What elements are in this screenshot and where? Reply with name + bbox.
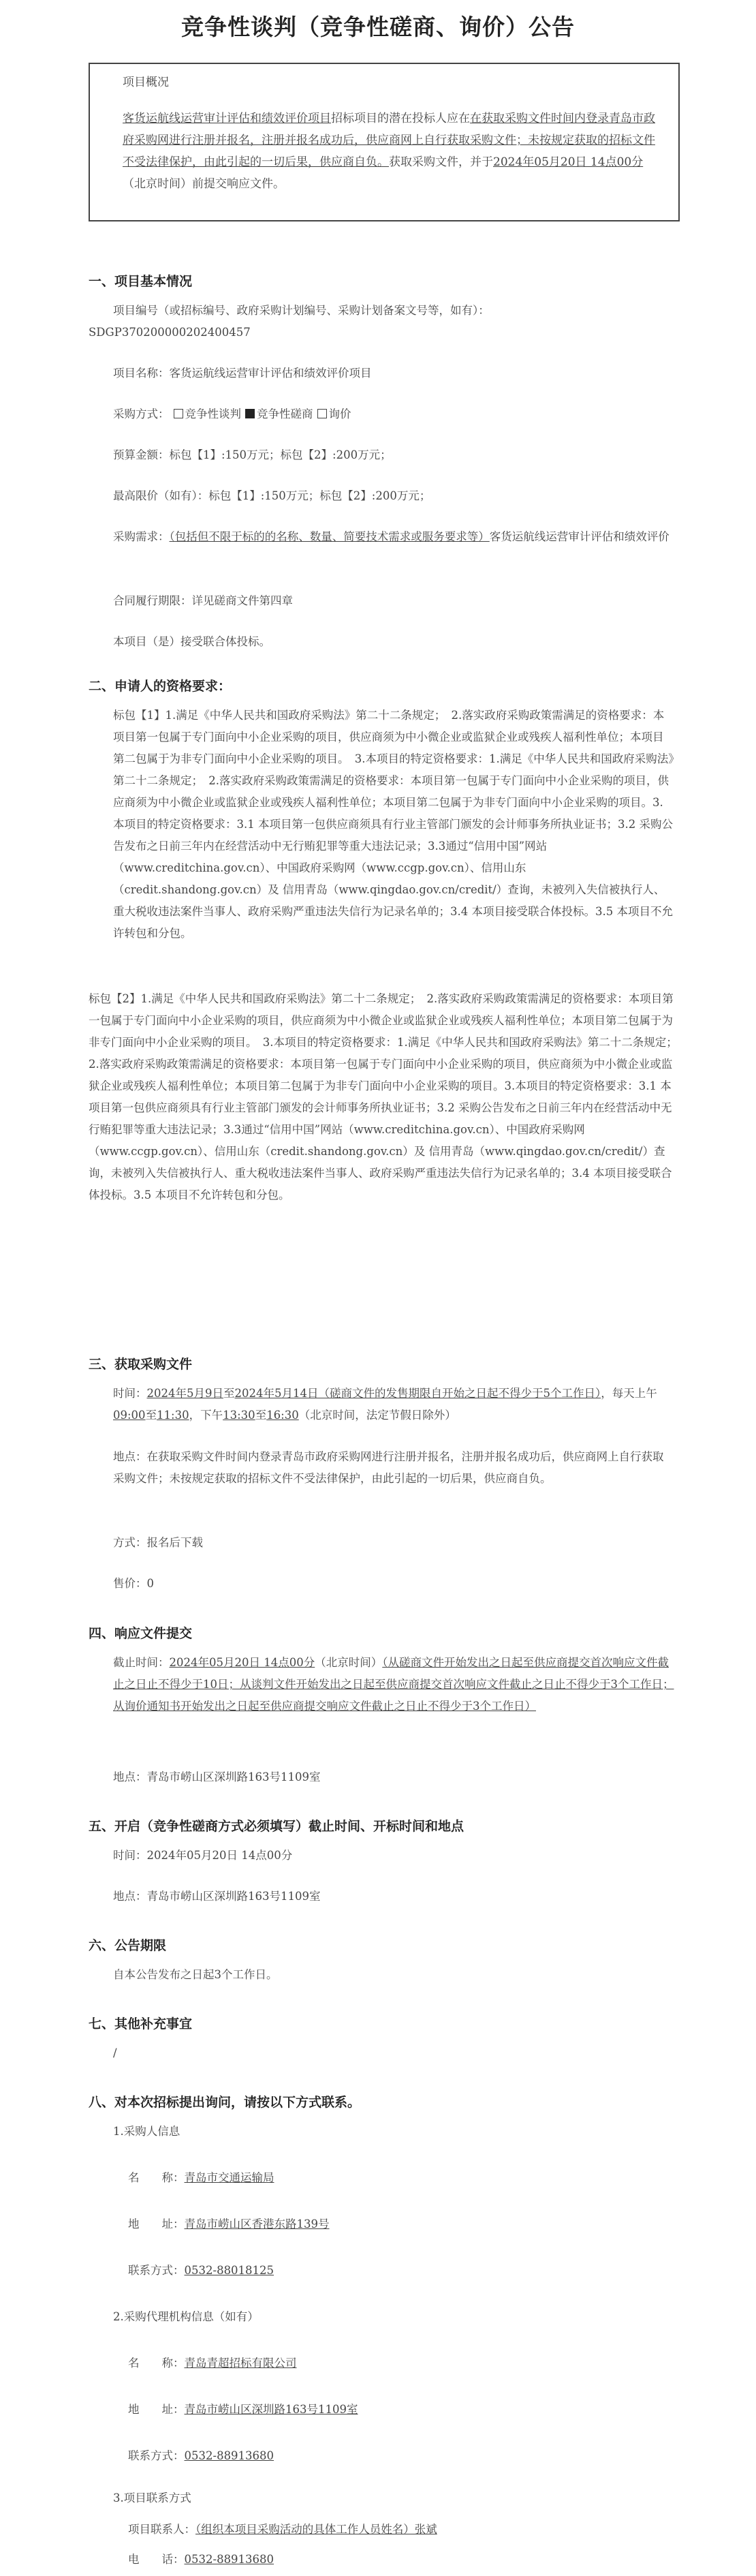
project-name: 项目名称：客货运航线运营审计评估和绩效评价项目 [113,367,372,380]
project-contact-phone-label: 电 话： [128,2553,185,2566]
section-heading-opening: 五、开启（竞争性磋商方式必须填写）截止时间、开标时间和地点 [89,1819,464,1834]
morning-start: 09:00 [113,1409,146,1422]
agency-address-value[interactable]: 青岛市崂山区深圳路163号1109室 [184,2403,358,2416]
procurement-requirement [113,526,674,548]
requirement-link[interactable]: （包括但不限于标的的名称、数量、简要技术需求或服务要求等） [169,530,490,543]
obtain-time-part: 至 [255,1409,267,1422]
agency-contact-value[interactable]: 0532-88913680 [184,2449,274,2462]
submission-deadline [113,1652,674,1717]
opening-place: 地点：青岛市崂山区深圳路163号1109室 [113,1890,321,1903]
purchaser-contact-value[interactable]: 0532-88018125 [184,2264,274,2277]
overview-text-part: 获取采购文件，并于 [389,155,493,169]
submission-place: 地点：青岛市崂山区深圳路163号1109室 [113,1770,321,1783]
project-contact-person-label: 项目联系人： [128,2523,195,2536]
agency-name-value[interactable]: 青岛青超招标有限公司 [184,2357,297,2370]
overview-project-name: 客货运航线运营审计评估和绩效评价项目 [123,112,331,125]
purchaser-name-label: 名 称： [128,2171,185,2184]
project-contact-phone [128,2549,674,2571]
obtain-time-part: 至 [223,1387,235,1400]
project-number-value: SDGP370200000202400457 [89,326,251,339]
overview-deadline: 2024年05月20日 14点00分 [493,155,644,169]
overview-text-part: （北京时间）前提交响应文件。 [123,177,285,191]
agency-contact-label: 联系方式： [128,2449,185,2462]
obtain-way: 方式：报名后下载 [113,1536,203,1549]
procurement-method-label: 采购方式： [113,408,170,420]
purchaser-info-title: 1.采购人信息 [113,2125,180,2138]
project-contact-person-value[interactable]: （组织本项目采购活动的具体工作人员姓名）张斌 [195,2523,437,2536]
project-contact-phone-value[interactable]: 0532-88913680 [184,2553,274,2566]
announcement-period: 自本公告发布之日起3个工作日。 [113,1968,278,1981]
overview-obtain-instructions: 在获取采购文件时间内登录青岛市政府采购网进行注册并报名，注册并报名成功后，供应商网上自行获取采购文件；未按规定获取的招标文件不受法律保护，由此引起的一切后果，供应商自负。 [123,112,655,169]
morning-end: 11:30 [157,1409,189,1422]
project-contact-title: 3.项目联系方式 [113,2491,191,2504]
obtain-place: 地点：在获取采购文件时间内登录青岛市政府采购网进行注册并报名，注册并报名成功后，供应商网上自行获取采购文件；未按规定获取的招标文件不受法律保护，由此引起的一切后果，供应商自负。 [113,1450,664,1485]
obtain-time-part: 至 [145,1409,157,1422]
section-heading-other: 七、其他补充事宜 [89,2017,193,2031]
requirement-value: 客货运航线运营审计评估和绩效评价 [489,530,670,543]
obtain-time [113,1383,674,1426]
joint-bidding: 本项目（是）接受联合体投标。 [113,635,270,648]
method-option-inquiry: 询价 [328,408,351,420]
procurement-method [113,403,674,425]
agency-name-label: 名 称： [128,2357,185,2370]
requirement-label: 采购需求： [113,530,170,543]
deadline-value: 2024年05月20日 14点00分 [169,1656,315,1669]
deadline-label: 截止时间： [113,1656,170,1669]
section-heading-obtain-docs: 三、获取采购文件 [89,1357,193,1372]
purchaser-address [128,2213,674,2235]
opening-time: 时间：2024年05月20日 14点00分 [113,1849,293,1862]
obtain-time-label: 时间： [113,1387,147,1400]
afternoon-start: 13:30 [223,1409,255,1422]
checkbox-icon [317,409,327,418]
purchaser-address-value[interactable]: 青岛市崂山区香港东路139号 [184,2218,330,2230]
deadline-note: （从磋商文件开始发出之日起至供应商提交首次响应文件截止之日止不得少于10日；从谈判文件开始发出之日起至供应商提交首次响应文件截止之日止不得少于3个工作日；从询价通知书开始发出之日起至供应商提交响应文件截止之日止不得少于3个工作日） [113,1656,674,1713]
overview-text [123,108,661,195]
section-heading-period: 六、公告期限 [89,1938,167,1953]
purchaser-contact [128,2260,674,2282]
agency-address-label: 地 址： [128,2403,185,2416]
purchaser-contact-label: 联系方式： [128,2264,185,2277]
agency-contact [128,2445,674,2467]
qualification-package-2: 标包【2】1.满足《中华人民共和国政府采购法》第二十二条规定； 2.落实政府采购政策需满足的资格要求：本项目第一包属于专门面向中小企业采购的项目，供应商须为中小微企业或监狱企业或残疾人福利性单位；本项目第二包属于为非专门面向中小企业采购的项目。 3.本项目的特定资格要求：1.满足《中华人民共和国政府采购法》第二十二条规定； 2.落实政府采购政策需满足的资格要求：本项目第一包属于专门面向中小企业采购的项目，供应商须为中小微企业或监狱企业或残疾人福利性单位；本项目第二包属于为非专门面向中小企业采购的项目。3.本项目的特定资格要求：3.1 本项目第一包供应商须具有行业主管部门颁发的会计师事务所执业证书；3.2 采购公告发布之日前三年内在经营活动中无行贿犯罪等重大违法记录；3.3通过“信用中国”网站（www.creditchina.gov.cn）、中国政府采购网（www.ccgp.gov.cn）、信用山东（credit.shandong.gov.cn）及 信用青岛（www.qingdao.gov.cn/credit/）查询，未被列入失信被执行人、重大税收违法案件当事人、政府采购严重违法失信行为记录名单的；3.4 本项目接受联合体投标。3.5 本项目不允许转包和分包。 [89,992,683,1201]
document-price: 售价：0 [113,1577,154,1590]
purchaser-name-value[interactable]: 青岛市交通运输局 [184,2171,274,2184]
section-heading-contact: 八、对本次招标提出询问，请按以下方式联系。 [89,2095,361,2110]
project-contact-person [128,2519,674,2541]
overview-text-part: 招标项目的潜在投标人应在 [331,112,470,125]
obtain-time-note: （磋商文件的发售期限自开始之日起不得少于5个工作日） [318,1387,601,1400]
obtain-time-part: ，每天上午 [601,1387,657,1400]
checkbox-checked-icon [245,409,255,418]
section-heading-basic-info: 一、项目基本情况 [89,274,193,289]
obtain-time-tail: （北京时间，法定节假日除外） [298,1409,456,1422]
agency-info-title: 2.采购代理机构信息（如有） [113,2310,259,2323]
qualification-package-1: 标包【1】1.满足《中华人民共和国政府采购法》第二十二条规定； 2.落实政府采购政策需满足的资格要求：本项目第一包属于专门面向中小企业采购的项目，供应商须为中小微企业或监狱企业或残疾人福利性单位；本项目第二包属于为非专门面向中小企业采购的项目。 3.本项目的特定资格要求：1.满足《中华人民共和国政府采购法》第二十二条规定； 2.落实政府采购政策需满足的资格要求：本项目第一包属于专门面向中小企业采购的项目，供应商须为中小微企业或监狱企业或残疾人福利性单位；本项目第二包属于为非专门面向中小企业采购的项目。3.本项目的特定资格要求：3.1 本项目第一包供应商须具有行业主管部门颁发的会计师事务所执业证书；3.2 采购公告发布之日前三年内在经营活动中无行贿犯罪等重大违法记录；3.3通过“信用中国”网站（www.creditchina.gov.cn）、中国政府采购网（www.ccgp.gov.cn）、信用山东（credit.shandong.gov.cn）及 信用青岛（www.qingdao.gov.cn/credit/）查询，未被列入失信被执行人、重大税收违法案件当事人、政府采购严重违法失信行为记录名单的；3.4 本项目接受联合体投标。3.5 本项目不允许转包和分包。 [113,709,674,940]
agency-name [128,2352,674,2374]
afternoon-end: 16:30 [266,1409,299,1422]
project-overview-box [89,63,680,221]
method-option-negotiation: 竞争性谈判 [185,408,241,420]
section-heading-submission: 四、响应文件提交 [89,1626,193,1641]
purchaser-address-label: 地 址： [128,2218,185,2230]
section-heading-qualifications: 二、申请人的资格要求： [89,679,232,694]
agency-address [128,2399,674,2421]
overview-heading: 项目概况 [123,76,169,89]
checkbox-icon [174,409,183,418]
obtain-end-date: 2024年5月14日 [234,1387,319,1400]
project-number-label: 项目编号（或招标编号、政府采购计划编号、采购计划备案文号等，如有）： [113,304,490,317]
page-title: 竞争性谈判（竞争性磋商、询价）公告 [181,14,575,40]
other-matters: / [113,2046,117,2059]
obtain-time-part: ，下午 [189,1409,223,1422]
max-price: 最高限价（如有）：标包【1】:150万元；标包【2】:200万元； [113,489,431,502]
budget-amount: 预算金额：标包【1】:150万元；标包【2】:200万元； [113,448,392,461]
method-option-consultation: 竞争性磋商 [257,408,313,420]
purchaser-name [128,2167,674,2189]
obtain-start-date: 2024年5月9日 [146,1387,223,1400]
contract-period: 合同履行期限：详见磋商文件第四章 [113,594,293,607]
deadline-timezone: （北京时间） [315,1656,383,1669]
